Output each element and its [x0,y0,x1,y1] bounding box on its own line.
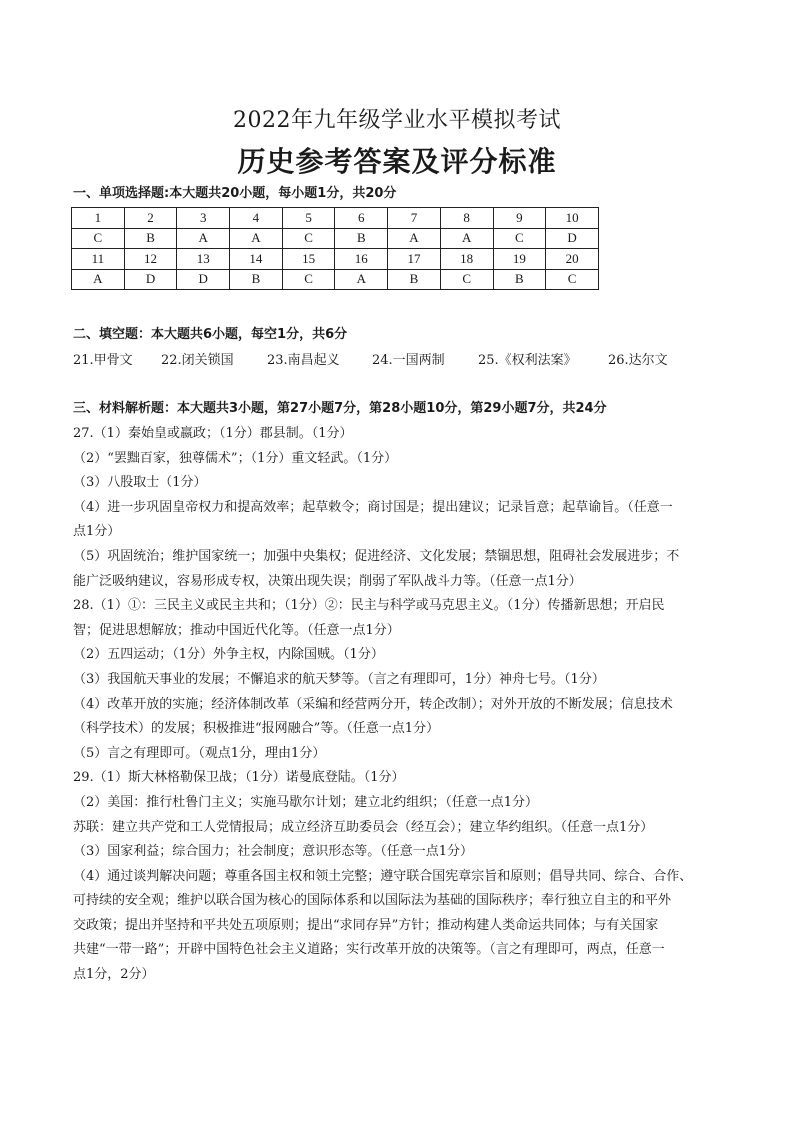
answer-line: （3）国家利益；综合国力；社会制度；意识形态等。（任意一点1分） [73,844,474,860]
document-title: 历史参考答案及评分标准 [237,145,557,178]
answer-line: 点1分，2分） [73,967,155,983]
table-cell: 9 [493,208,546,229]
answer-line: （2）美国：推行杜鲁门主义；实施马歇尔计划；建立北约组织；（任意一点1分） [73,794,539,810]
table-cell: 2 [124,208,177,229]
answer-line: （2）“罢黜百家，独尊儒术”；（1分）重文轻武。（1分） [73,450,398,466]
fill-answer-24: 24.一国两制 [372,353,445,368]
table-cell: C [282,269,335,290]
table-cell: D [177,269,230,290]
answer-line: 29.（1）斯大林格勒保卫战；（1分）诺曼底登陆。（1分） [73,770,405,786]
answer-line: （3）我国航天事业的发展；不懈追求的航天梦等。（言之有理即可，1分）神舟七号。（1分） [73,671,605,687]
table-cell: A [388,228,441,249]
table-cell: 19 [493,249,546,270]
fill-answer-21: 21.甲骨文 [73,353,133,368]
fill-answer-26: 26.达尔文 [608,353,668,368]
table-cell: 16 [335,249,388,270]
section2-heading: 二、填空题：本大题共6小题，每空1分，共6分 [73,327,348,342]
table-cell: B [493,269,546,290]
table-cell: 12 [124,249,177,270]
answer-line: 27.（1）秦始皇或嬴政；（1分）郡县制。（1分） [73,426,353,441]
table-cell: 8 [440,208,493,229]
section1-heading: 一、单项选择题:本大题共20小题，每小题1分，共20分 [73,186,397,201]
table-cell: 14 [230,249,283,270]
table-row [72,269,599,290]
table-cell: 13 [177,249,230,270]
section3-heading: 三、材料解析题：本大题共3小题，第27小题7分，第28小题10分，第29小题7分，共24分 [73,401,607,416]
table-cell: B [335,228,388,249]
table-cell: C [493,228,546,249]
answer-line: （科学技术）的发展；积极推进“报网融合”等。（任意一点1分） [73,721,440,737]
table-cell: 3 [177,208,230,229]
answer-line: （4）通过谈判解决问题；尊重各国主权和领土完整；遵守联合国宪章宗旨和原则；倡导共同、综合、合作、 [73,868,693,884]
table-cell: A [177,228,230,249]
answer-line: 智；促进思想解放；推动中国近代化等。（任意一点1分） [73,622,400,638]
answer-line: 交政策；提出并坚持和平共处五项原则；提出“求同存异”方针；推动构建人类命运共同体；与有关国家 [73,917,659,933]
table-cell: 18 [440,249,493,270]
answer-line: （2）五四运动；（1分）外争主权，内除国贼。（1分） [73,647,384,663]
table-cell: C [440,269,493,290]
table-cell: B [124,228,177,249]
table-cell: 15 [282,249,335,270]
table-cell: 6 [335,208,388,229]
table-cell: 20 [546,249,599,270]
table-cell: 17 [388,249,441,270]
fill-answer-23: 23.南昌起义 [267,353,340,368]
answer-line: 28.（1）①：三民主义或民主共和；（1分）②：民主与科学或马克思主义。（1分）传播新思想；开启民 [73,598,665,614]
table-cell: A [335,269,388,290]
material-answers [73,422,723,988]
table-row [72,249,599,270]
table-cell: D [546,228,599,249]
table-cell: C [282,228,335,249]
answer-line: 能广泛吸纳建议，容易形成专权，决策出现失误；削弱了军队战斗力等。（任意一点1分） [73,573,582,589]
exam-title: 2022年九年级学业水平模拟考试 [233,108,561,133]
answer-line: （4）改革开放的实施；经济体制改革（采编和经营两分开，转企改制）；对外开放的不断发展；信息技术 [73,696,673,712]
answer-line: 可持续的安全观；维护以联合国为核心的国际体系和以国际法为基础的国际秩序；奉行独立自主的和平外 [73,893,672,909]
answer-line: （5）巩固统治；维护国家统一；加强中央集权；促进经济、文化发展；禁锢思想，阻碍社会发展进步；不 [73,548,680,564]
table-cell: A [230,228,283,249]
answer-line: （5）言之有理即可。（观点1分，理由1分） [73,745,326,761]
table-row [72,228,599,249]
table-cell: 5 [282,208,335,229]
table-cell: A [440,228,493,249]
table-cell: A [72,269,125,290]
table-cell: 10 [546,208,599,229]
table-cell: 7 [388,208,441,229]
answer-line: 点1分） [73,524,121,540]
answer-line: （3）八股取士（1分） [73,475,207,491]
fill-answer-22: 22.闭关锁国 [161,353,234,368]
answer-line: （4）进一步巩固皇帝权力和提高效率；起草敕令；商讨国是；提出建议；记录旨意；起草谕旨。（任意一 [73,499,673,515]
fill-answer-25: 25.《权利法案》 [478,353,577,368]
table-cell: 11 [72,249,125,270]
answer-table [71,207,599,290]
answer-line: 苏联：建立共产党和工人党情报局；成立经济互助委员会（经互会）；建立华约组织。（任意一点1分） [73,819,654,835]
table-cell: C [72,228,125,249]
table-cell: D [124,269,177,290]
answer-line: 共建“一带一路”；开辟中国特色社会主义道路；实行改革开放的决策等。（言之有理即可，两点，任意一 [73,942,665,958]
table-cell: 1 [72,208,125,229]
table-cell: C [546,269,599,290]
table-cell: 4 [230,208,283,229]
table-cell: B [388,269,441,290]
table-row [72,208,599,229]
table-cell: B [230,269,283,290]
